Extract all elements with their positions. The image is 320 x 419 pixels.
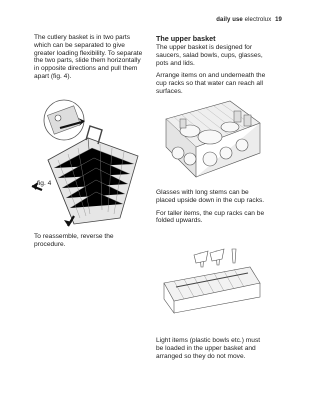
right-column-bottom (156, 337, 268, 365)
cutlery-basket-paragraph: The cutlery basket is in two parts which can be separated to give greater loading flexibility. To separate the two parts, slide them horizontally in opposite directions and pull them apart (fig. 4). (34, 34, 143, 80)
arrange-items-paragraph: Arrange items on and underneath the cup racks so that water can reach all surfaces. (156, 72, 266, 95)
page-header (216, 17, 282, 23)
section-title: daily use (216, 17, 243, 23)
figure-label: fig. 4 (37, 180, 52, 187)
left-column (34, 34, 146, 86)
upper-basket-paragraph: The upper basket is designed for saucers, salad bowls, cups, glasses, pots and lids. (156, 44, 263, 67)
light-items-paragraph: Light items (plastic bowls etc.) must be loaded in the upper basket and arranged so they do not move. (156, 337, 261, 360)
right-column-middle (156, 189, 268, 230)
cup-rack-illustration (160, 243, 264, 317)
right-column (156, 34, 268, 101)
upper-basket-illustration (160, 93, 264, 183)
brand-name: electrolux (244, 17, 272, 23)
glasses-paragraph: Glasses with long stems can be placed upside down in the cup racks. (156, 189, 265, 204)
taller-items-paragraph: For taller items, the cup racks can be folded upwards. (156, 209, 265, 225)
cutlery-basket-illustration (30, 98, 148, 228)
page-number: 19 (275, 17, 282, 23)
reassemble-paragraph: To reassemble, reverse the procedure. (34, 233, 114, 248)
left-column-bottom (34, 233, 146, 254)
section-heading: The upper basket (156, 34, 216, 43)
